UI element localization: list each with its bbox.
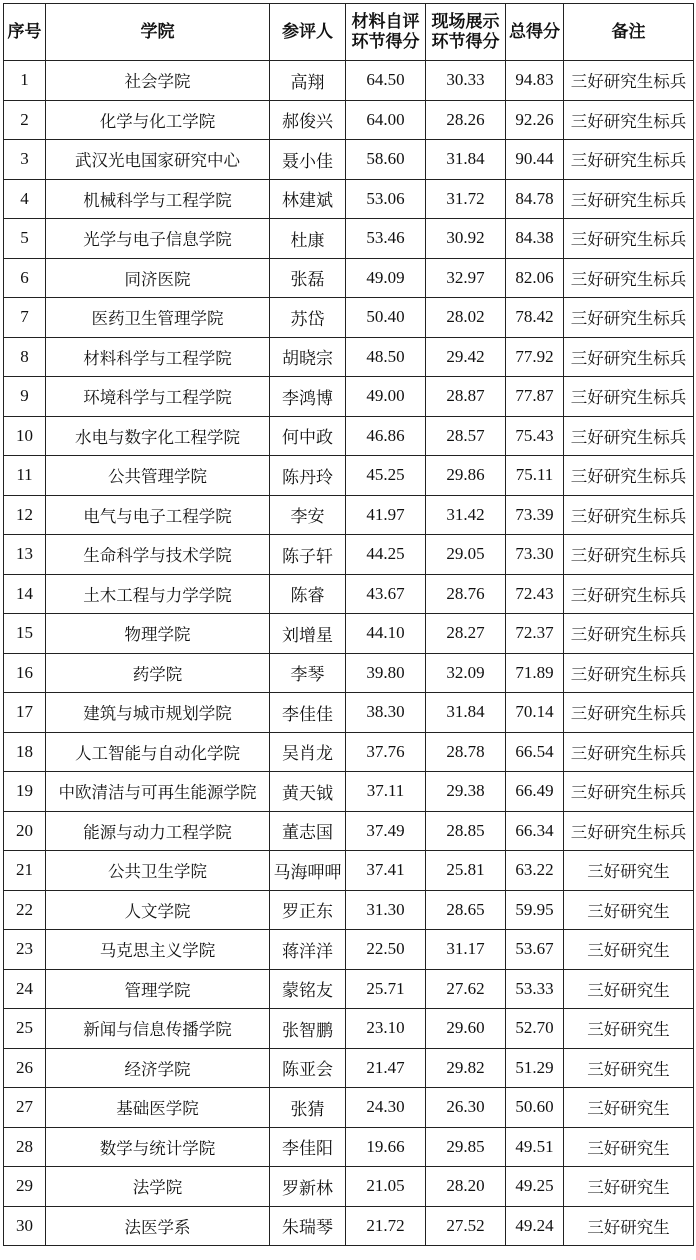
college-cell: 中欧清洁与可再生能源学院 bbox=[46, 772, 270, 812]
note-cell: 三好研究生标兵 bbox=[564, 456, 694, 496]
material-score-cell: 50.40 bbox=[346, 298, 426, 338]
table-row bbox=[4, 219, 694, 259]
college-cell: 马克思主义学院 bbox=[46, 930, 270, 970]
total-score-cell: 90.44 bbox=[506, 140, 564, 180]
college-cell: 电气与电子工程学院 bbox=[46, 495, 270, 535]
material-score-cell: 46.86 bbox=[346, 416, 426, 456]
candidate-cell: 高翔 bbox=[270, 61, 346, 101]
total-score-cell: 53.33 bbox=[506, 969, 564, 1009]
college-cell: 土木工程与力学学院 bbox=[46, 574, 270, 614]
college-cell: 公共管理学院 bbox=[46, 456, 270, 496]
college-cell: 化学与化工学院 bbox=[46, 100, 270, 140]
table-row bbox=[4, 298, 694, 338]
total-score-cell: 50.60 bbox=[506, 1088, 564, 1128]
candidate-cell: 罗新林 bbox=[270, 1167, 346, 1207]
onsite-score-cell: 30.92 bbox=[426, 219, 506, 259]
total-score-cell: 75.11 bbox=[506, 456, 564, 496]
row-index-cell: 23 bbox=[4, 930, 46, 970]
table-row bbox=[4, 61, 694, 101]
material-score-cell: 21.05 bbox=[346, 1167, 426, 1207]
note-cell: 三好研究生标兵 bbox=[564, 140, 694, 180]
college-cell: 水电与数字化工程学院 bbox=[46, 416, 270, 456]
row-index-cell: 6 bbox=[4, 258, 46, 298]
material-score-cell: 23.10 bbox=[346, 1009, 426, 1049]
row-index-cell: 12 bbox=[4, 495, 46, 535]
table-row bbox=[4, 1088, 694, 1128]
candidate-cell: 张猜 bbox=[270, 1088, 346, 1128]
onsite-score-cell: 29.82 bbox=[426, 1048, 506, 1088]
total-score-cell: 73.30 bbox=[506, 535, 564, 575]
candidate-cell: 蒋洋洋 bbox=[270, 930, 346, 970]
total-score-cell: 53.67 bbox=[506, 930, 564, 970]
note-cell: 三好研究生标兵 bbox=[564, 179, 694, 219]
total-score-cell: 92.26 bbox=[506, 100, 564, 140]
note-cell: 三好研究生标兵 bbox=[564, 574, 694, 614]
candidate-cell: 陈亚会 bbox=[270, 1048, 346, 1088]
header-college: 学院 bbox=[46, 4, 270, 61]
row-index-cell: 8 bbox=[4, 337, 46, 377]
college-cell: 物理学院 bbox=[46, 614, 270, 654]
onsite-score-cell: 28.20 bbox=[426, 1167, 506, 1207]
onsite-score-cell: 29.42 bbox=[426, 337, 506, 377]
table-row bbox=[4, 140, 694, 180]
row-index-cell: 22 bbox=[4, 890, 46, 930]
candidate-cell: 杜康 bbox=[270, 219, 346, 259]
onsite-score-cell: 31.17 bbox=[426, 930, 506, 970]
onsite-score-cell: 27.52 bbox=[426, 1206, 506, 1246]
onsite-score-cell: 28.57 bbox=[426, 416, 506, 456]
note-cell: 三好研究生 bbox=[564, 1009, 694, 1049]
candidate-cell: 张磊 bbox=[270, 258, 346, 298]
row-index-cell: 25 bbox=[4, 1009, 46, 1049]
college-cell: 管理学院 bbox=[46, 969, 270, 1009]
total-score-cell: 94.83 bbox=[506, 61, 564, 101]
candidate-cell: 苏岱 bbox=[270, 298, 346, 338]
material-score-cell: 48.50 bbox=[346, 337, 426, 377]
material-score-cell: 37.41 bbox=[346, 851, 426, 891]
header-onsite-line2: 环节得分 bbox=[431, 32, 500, 52]
note-cell: 三好研究生标兵 bbox=[564, 535, 694, 575]
header-index: 序号 bbox=[4, 4, 46, 61]
material-score-cell: 37.11 bbox=[346, 772, 426, 812]
onsite-score-cell: 28.27 bbox=[426, 614, 506, 654]
header-onsite-score bbox=[426, 4, 506, 61]
table-row bbox=[4, 1009, 694, 1049]
note-cell: 三好研究生标兵 bbox=[564, 298, 694, 338]
row-index-cell: 14 bbox=[4, 574, 46, 614]
table-row bbox=[4, 614, 694, 654]
total-score-cell: 72.43 bbox=[506, 574, 564, 614]
onsite-score-cell: 29.85 bbox=[426, 1127, 506, 1167]
header-onsite-line1: 现场展示 bbox=[431, 12, 500, 32]
total-score-cell: 82.06 bbox=[506, 258, 564, 298]
total-score-cell: 75.43 bbox=[506, 416, 564, 456]
total-score-cell: 49.51 bbox=[506, 1127, 564, 1167]
college-cell: 能源与动力工程学院 bbox=[46, 811, 270, 851]
row-index-cell: 19 bbox=[4, 772, 46, 812]
total-score-cell: 73.39 bbox=[506, 495, 564, 535]
candidate-cell: 李佳佳 bbox=[270, 693, 346, 733]
college-cell: 人工智能与自动化学院 bbox=[46, 732, 270, 772]
row-index-cell: 21 bbox=[4, 851, 46, 891]
note-cell: 三好研究生标兵 bbox=[564, 693, 694, 733]
candidate-cell: 朱瑞琴 bbox=[270, 1206, 346, 1246]
note-cell: 三好研究生标兵 bbox=[564, 100, 694, 140]
onsite-score-cell: 31.84 bbox=[426, 693, 506, 733]
table-row bbox=[4, 653, 694, 693]
note-cell: 三好研究生 bbox=[564, 930, 694, 970]
material-score-cell: 58.60 bbox=[346, 140, 426, 180]
onsite-score-cell: 28.65 bbox=[426, 890, 506, 930]
material-score-cell: 24.30 bbox=[346, 1088, 426, 1128]
college-cell: 生命科学与技术学院 bbox=[46, 535, 270, 575]
onsite-score-cell: 29.05 bbox=[426, 535, 506, 575]
table-row bbox=[4, 337, 694, 377]
note-cell: 三好研究生标兵 bbox=[564, 377, 694, 417]
candidate-cell: 李佳阳 bbox=[270, 1127, 346, 1167]
total-score-cell: 71.89 bbox=[506, 653, 564, 693]
row-index-cell: 3 bbox=[4, 140, 46, 180]
note-cell: 三好研究生 bbox=[564, 1206, 694, 1246]
material-score-cell: 43.67 bbox=[346, 574, 426, 614]
candidate-cell: 胡晓宗 bbox=[270, 337, 346, 377]
onsite-score-cell: 27.62 bbox=[426, 969, 506, 1009]
table-row bbox=[4, 772, 694, 812]
note-cell: 三好研究生标兵 bbox=[564, 416, 694, 456]
header-material-score bbox=[346, 4, 426, 61]
note-cell: 三好研究生标兵 bbox=[564, 653, 694, 693]
note-cell: 三好研究生标兵 bbox=[564, 772, 694, 812]
material-score-cell: 64.50 bbox=[346, 61, 426, 101]
row-index-cell: 5 bbox=[4, 219, 46, 259]
table-row bbox=[4, 179, 694, 219]
onsite-score-cell: 25.81 bbox=[426, 851, 506, 891]
onsite-score-cell: 29.60 bbox=[426, 1009, 506, 1049]
note-cell: 三好研究生标兵 bbox=[564, 258, 694, 298]
note-cell: 三好研究生标兵 bbox=[564, 219, 694, 259]
college-cell: 人文学院 bbox=[46, 890, 270, 930]
note-cell: 三好研究生 bbox=[564, 1127, 694, 1167]
material-score-cell: 22.50 bbox=[346, 930, 426, 970]
table-row bbox=[4, 1048, 694, 1088]
note-cell: 三好研究生标兵 bbox=[564, 337, 694, 377]
table-body bbox=[4, 61, 694, 1246]
total-score-cell: 77.92 bbox=[506, 337, 564, 377]
candidate-cell: 马海呷呷 bbox=[270, 851, 346, 891]
table-row bbox=[4, 732, 694, 772]
candidate-cell: 吴肖龙 bbox=[270, 732, 346, 772]
material-score-cell: 19.66 bbox=[346, 1127, 426, 1167]
candidate-cell: 黄天钺 bbox=[270, 772, 346, 812]
table-row bbox=[4, 969, 694, 1009]
total-score-cell: 66.49 bbox=[506, 772, 564, 812]
candidate-cell: 李安 bbox=[270, 495, 346, 535]
total-score-cell: 84.38 bbox=[506, 219, 564, 259]
candidate-cell: 张智鹏 bbox=[270, 1009, 346, 1049]
total-score-cell: 51.29 bbox=[506, 1048, 564, 1088]
onsite-score-cell: 28.87 bbox=[426, 377, 506, 417]
candidate-cell: 董志国 bbox=[270, 811, 346, 851]
onsite-score-cell: 28.85 bbox=[426, 811, 506, 851]
note-cell: 三好研究生标兵 bbox=[564, 495, 694, 535]
row-index-cell: 13 bbox=[4, 535, 46, 575]
table-row bbox=[4, 416, 694, 456]
note-cell: 三好研究生 bbox=[564, 851, 694, 891]
total-score-cell: 77.87 bbox=[506, 377, 564, 417]
total-score-cell: 49.25 bbox=[506, 1167, 564, 1207]
material-score-cell: 44.25 bbox=[346, 535, 426, 575]
row-index-cell: 26 bbox=[4, 1048, 46, 1088]
college-cell: 数学与统计学院 bbox=[46, 1127, 270, 1167]
note-cell: 三好研究生标兵 bbox=[564, 811, 694, 851]
material-score-cell: 49.00 bbox=[346, 377, 426, 417]
total-score-cell: 78.42 bbox=[506, 298, 564, 338]
header-total: 总得分 bbox=[506, 4, 564, 61]
row-index-cell: 9 bbox=[4, 377, 46, 417]
row-index-cell: 28 bbox=[4, 1127, 46, 1167]
table-row bbox=[4, 258, 694, 298]
material-score-cell: 64.00 bbox=[346, 100, 426, 140]
total-score-cell: 63.22 bbox=[506, 851, 564, 891]
onsite-score-cell: 32.09 bbox=[426, 653, 506, 693]
header-material-line1: 材料自评 bbox=[351, 12, 420, 32]
material-score-cell: 25.71 bbox=[346, 969, 426, 1009]
note-cell: 三好研究生 bbox=[564, 1088, 694, 1128]
total-score-cell: 72.37 bbox=[506, 614, 564, 654]
college-cell: 环境科学与工程学院 bbox=[46, 377, 270, 417]
material-score-cell: 37.49 bbox=[346, 811, 426, 851]
row-index-cell: 24 bbox=[4, 969, 46, 1009]
row-index-cell: 30 bbox=[4, 1206, 46, 1246]
row-index-cell: 15 bbox=[4, 614, 46, 654]
note-cell: 三好研究生 bbox=[564, 1167, 694, 1207]
row-index-cell: 18 bbox=[4, 732, 46, 772]
candidate-cell: 何中政 bbox=[270, 416, 346, 456]
onsite-score-cell: 26.30 bbox=[426, 1088, 506, 1128]
total-score-cell: 52.70 bbox=[506, 1009, 564, 1049]
candidate-cell: 林建斌 bbox=[270, 179, 346, 219]
candidate-cell: 刘增星 bbox=[270, 614, 346, 654]
header-material-line2: 环节得分 bbox=[351, 32, 420, 52]
college-cell: 机械科学与工程学院 bbox=[46, 179, 270, 219]
results-table bbox=[3, 3, 694, 1246]
material-score-cell: 21.72 bbox=[346, 1206, 426, 1246]
onsite-score-cell: 31.84 bbox=[426, 140, 506, 180]
college-cell: 同济医院 bbox=[46, 258, 270, 298]
college-cell: 社会学院 bbox=[46, 61, 270, 101]
table-row bbox=[4, 811, 694, 851]
candidate-cell: 聂小佳 bbox=[270, 140, 346, 180]
results-table-container bbox=[3, 3, 694, 1246]
college-cell: 经济学院 bbox=[46, 1048, 270, 1088]
onsite-score-cell: 28.02 bbox=[426, 298, 506, 338]
candidate-cell: 李鸿博 bbox=[270, 377, 346, 417]
material-score-cell: 38.30 bbox=[346, 693, 426, 733]
row-index-cell: 10 bbox=[4, 416, 46, 456]
candidate-cell: 陈睿 bbox=[270, 574, 346, 614]
table-row bbox=[4, 890, 694, 930]
header-candidate: 参评人 bbox=[270, 4, 346, 61]
college-cell: 建筑与城市规划学院 bbox=[46, 693, 270, 733]
material-score-cell: 41.97 bbox=[346, 495, 426, 535]
college-cell: 药学院 bbox=[46, 653, 270, 693]
candidate-cell: 郝俊兴 bbox=[270, 100, 346, 140]
college-cell: 材料科学与工程学院 bbox=[46, 337, 270, 377]
table-row bbox=[4, 930, 694, 970]
material-score-cell: 31.30 bbox=[346, 890, 426, 930]
table-row bbox=[4, 1167, 694, 1207]
college-cell: 公共卫生学院 bbox=[46, 851, 270, 891]
material-score-cell: 53.46 bbox=[346, 219, 426, 259]
row-index-cell: 7 bbox=[4, 298, 46, 338]
note-cell: 三好研究生 bbox=[564, 890, 694, 930]
note-cell: 三好研究生 bbox=[564, 969, 694, 1009]
total-score-cell: 59.95 bbox=[506, 890, 564, 930]
row-index-cell: 1 bbox=[4, 61, 46, 101]
note-cell: 三好研究生标兵 bbox=[564, 614, 694, 654]
table-row bbox=[4, 851, 694, 891]
college-cell: 法学院 bbox=[46, 1167, 270, 1207]
onsite-score-cell: 28.26 bbox=[426, 100, 506, 140]
row-index-cell: 29 bbox=[4, 1167, 46, 1207]
header-note: 备注 bbox=[564, 4, 694, 61]
onsite-score-cell: 28.76 bbox=[426, 574, 506, 614]
row-index-cell: 16 bbox=[4, 653, 46, 693]
candidate-cell: 陈丹玲 bbox=[270, 456, 346, 496]
material-score-cell: 45.25 bbox=[346, 456, 426, 496]
table-row bbox=[4, 693, 694, 733]
total-score-cell: 70.14 bbox=[506, 693, 564, 733]
material-score-cell: 39.80 bbox=[346, 653, 426, 693]
college-cell: 武汉光电国家研究中心 bbox=[46, 140, 270, 180]
college-cell: 新闻与信息传播学院 bbox=[46, 1009, 270, 1049]
table-row bbox=[4, 574, 694, 614]
onsite-score-cell: 31.42 bbox=[426, 495, 506, 535]
row-index-cell: 17 bbox=[4, 693, 46, 733]
onsite-score-cell: 32.97 bbox=[426, 258, 506, 298]
material-score-cell: 37.76 bbox=[346, 732, 426, 772]
material-score-cell: 53.06 bbox=[346, 179, 426, 219]
header-row bbox=[4, 4, 694, 61]
total-score-cell: 66.54 bbox=[506, 732, 564, 772]
total-score-cell: 84.78 bbox=[506, 179, 564, 219]
candidate-cell: 蒙铭友 bbox=[270, 969, 346, 1009]
onsite-score-cell: 30.33 bbox=[426, 61, 506, 101]
row-index-cell: 4 bbox=[4, 179, 46, 219]
table-row bbox=[4, 1127, 694, 1167]
note-cell: 三好研究生标兵 bbox=[564, 732, 694, 772]
row-index-cell: 2 bbox=[4, 100, 46, 140]
onsite-score-cell: 29.38 bbox=[426, 772, 506, 812]
material-score-cell: 44.10 bbox=[346, 614, 426, 654]
college-cell: 医药卫生管理学院 bbox=[46, 298, 270, 338]
row-index-cell: 20 bbox=[4, 811, 46, 851]
onsite-score-cell: 31.72 bbox=[426, 179, 506, 219]
onsite-score-cell: 29.86 bbox=[426, 456, 506, 496]
table-row bbox=[4, 495, 694, 535]
material-score-cell: 21.47 bbox=[346, 1048, 426, 1088]
onsite-score-cell: 28.78 bbox=[426, 732, 506, 772]
table-row bbox=[4, 456, 694, 496]
material-score-cell: 49.09 bbox=[346, 258, 426, 298]
candidate-cell: 罗正东 bbox=[270, 890, 346, 930]
note-cell: 三好研究生标兵 bbox=[564, 61, 694, 101]
table-row bbox=[4, 377, 694, 417]
candidate-cell: 李琴 bbox=[270, 653, 346, 693]
table-row bbox=[4, 1206, 694, 1246]
row-index-cell: 27 bbox=[4, 1088, 46, 1128]
college-cell: 基础医学院 bbox=[46, 1088, 270, 1128]
total-score-cell: 66.34 bbox=[506, 811, 564, 851]
table-row bbox=[4, 100, 694, 140]
college-cell: 法医学系 bbox=[46, 1206, 270, 1246]
table-row bbox=[4, 535, 694, 575]
row-index-cell: 11 bbox=[4, 456, 46, 496]
college-cell: 光学与电子信息学院 bbox=[46, 219, 270, 259]
total-score-cell: 49.24 bbox=[506, 1206, 564, 1246]
note-cell: 三好研究生 bbox=[564, 1048, 694, 1088]
candidate-cell: 陈子轩 bbox=[270, 535, 346, 575]
